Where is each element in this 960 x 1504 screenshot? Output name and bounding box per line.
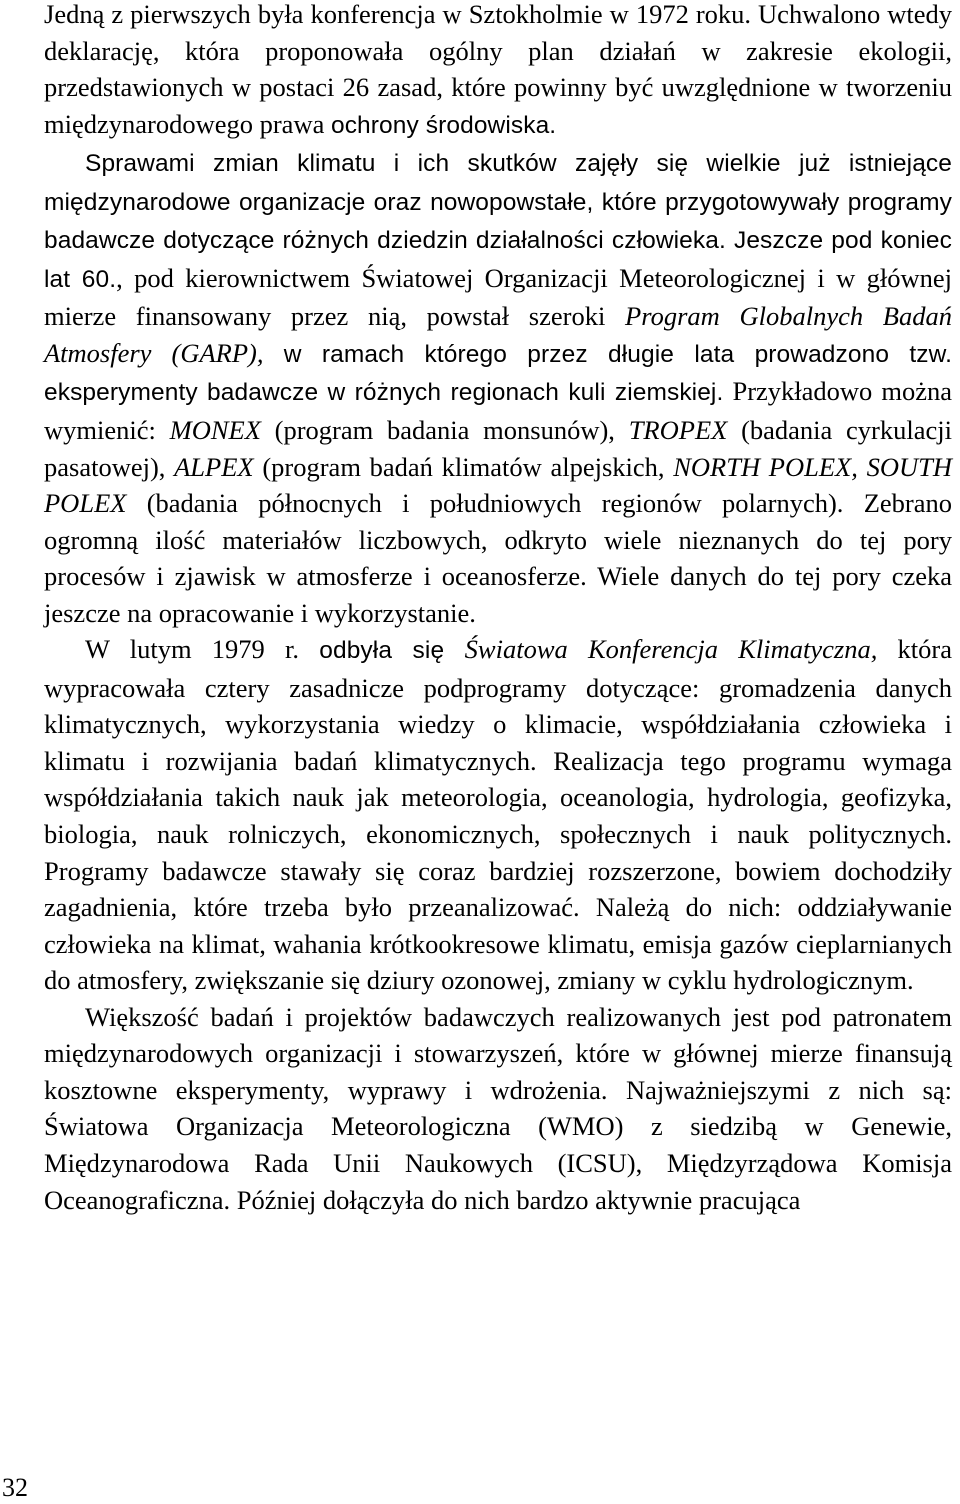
paragraph-climate-programs	[44, 144, 952, 631]
text-segment: , pod kierownictwem Światowej Organizacji Meteorologicznej i w głównej mierze finansowany przez nią, powstał szeroki	[44, 262, 952, 332]
text-segment: (badania cyrkulacji pasatowej),	[44, 415, 952, 482]
text-segment: W lutym 1979 r.	[85, 634, 320, 665]
text-segment: Jedną z pierwszych była konferencja w Sztokholmie w 1972 roku. Uchwalono wtedy deklarację, która proponowała ogólny plan działań w zakresie ekologii, przedstawionych w postaci 26 zasad, które powinny być uwzględnione w tworzeniu międzynarodowego prawa	[44, 0, 952, 139]
text-segment: która wypracowała cztery zasadnicze podprogramy dotyczące: gromadzenia danych klimatycznych, wykorzystania wiedzy o klimacie, współdziałania człowieka i klimatu i rozwijania badań klimatycznych. Realizacja tego programu wymaga współdziałania takich nauk jak meteorologia, oceanologia, hydrologia, geofizyka, biologia, nauk rolniczych, ekonomicznych, społecznych i nauk politycznych. Programy badawcze stawały się coraz bardziej rozszerzone, bowiem dochodziły zagadnienia, które trzeba było przeanalizować. Należą do nich: oddziaływanie człowieka na klimat, wahania krótkookresowe klimatu, emisja gazów cieplarnianych do atmosfery, zwiększanie się dziury ozonowej, zmiany w cyklu hydrologicznym.	[44, 634, 952, 996]
text-segment-sans: ochrony środowiska.	[330, 111, 557, 139]
program-name-tropex: TROPEX	[628, 415, 728, 446]
program-name-monex: MONEX	[169, 415, 261, 446]
program-name-garp: Program Globalnych Badań Atmosfery (GARP),	[44, 301, 952, 368]
paragraph-world-climate-conference	[44, 631, 952, 998]
text-segment-sans: Sprawami zmian klimatu i ich skutków zajęły się wielkie już istniejące międzynarodowe organizacje oraz nowopowstałe, które przygotowywały programy badawcze dotyczące różnych dziedzin działalności człowieka. Jeszcze pod koniec lat 60.	[44, 150, 952, 293]
program-name-alpex: ALPEX	[174, 451, 254, 482]
text-segment: (badania północnych i południowych regionów polarnych). Zebrano ogromną ilość materiałów liczbowych, odkryto wiele nieznanych do tej pory procesów i zjawisk w atmosferze i oceanosferze. Wiele danych do tej pory czeka jeszcze na opracowanie i wykorzystanie.	[44, 488, 952, 628]
program-name-polex: NORTH POLEX, SOUTH POLEX	[44, 451, 952, 519]
conference-name: Światowa Konferencja Klimatyczna,	[464, 634, 878, 665]
text-segment-sans: odbyła się	[319, 637, 465, 665]
text-segment: (program badań klimatów alpejskich,	[253, 451, 674, 482]
text-segment: Większość badań i projektów badawczych realizowanych jest pod patronatem międzynarodowych organizacji i stowarzyszeń, które w głównej mierze finansują kosztowne eksperymenty, wyprawy i wdrożenia. Najważniejszymi z nich są: Światowa Organizacja Meteorologiczna (WMO) z siedzibą w Genewie, Międzynarodowa Rada Unii Naukowych (ICSU), Międzyrządowa Komisja Oceanograficzna. Później dołączyła do nich bardzo aktywnie pracująca	[44, 1001, 952, 1215]
text-segment: Przykładowo można wymienić:	[44, 376, 952, 446]
paragraph-international-organizations	[44, 999, 952, 1218]
text-segment: (program badania monsunów),	[260, 415, 629, 446]
page-number: 32	[2, 1473, 28, 1502]
paragraph-stockholm-conference	[44, 0, 952, 144]
document-page	[44, 0, 952, 1218]
text-segment-sans: w ramach którego przez długie lata prowadzono tzw. eksperymenty badawcze w różnych regionach kuli ziemskiej.	[44, 340, 952, 407]
